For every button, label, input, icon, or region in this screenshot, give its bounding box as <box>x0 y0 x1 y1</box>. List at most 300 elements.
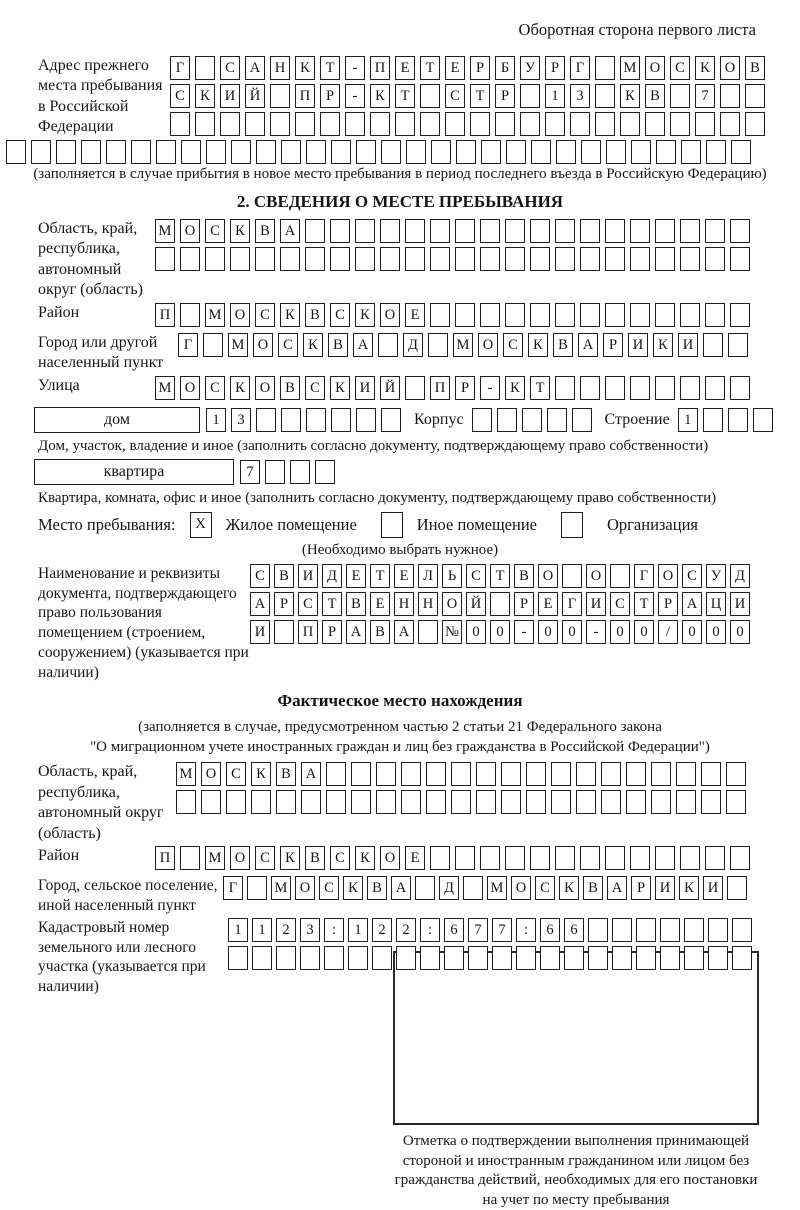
char-box[interactable] <box>660 918 680 942</box>
char-box[interactable] <box>601 790 621 814</box>
char-box[interactable] <box>610 564 630 588</box>
char-box[interactable]: Г <box>178 333 198 357</box>
char-box[interactable]: С <box>330 303 350 327</box>
char-box[interactable]: 7 <box>695 84 715 108</box>
char-box[interactable]: А <box>250 592 270 616</box>
char-box[interactable]: Е <box>370 592 390 616</box>
char-box[interactable] <box>203 333 223 357</box>
char-box[interactable] <box>564 946 584 970</box>
char-box[interactable] <box>680 846 700 870</box>
char-box[interactable]: С <box>305 376 325 400</box>
char-box[interactable] <box>705 376 725 400</box>
char-box[interactable] <box>505 846 525 870</box>
char-box[interactable] <box>444 946 464 970</box>
char-box[interactable] <box>6 140 26 164</box>
char-box[interactable] <box>580 846 600 870</box>
char-box[interactable]: К <box>679 876 699 900</box>
char-box[interactable]: 1 <box>252 918 272 942</box>
char-box[interactable]: 3 <box>570 84 590 108</box>
char-box[interactable] <box>463 876 483 900</box>
char-box[interactable]: 0 <box>610 620 630 644</box>
char-box[interactable] <box>732 946 752 970</box>
char-box[interactable]: С <box>170 84 190 108</box>
char-box[interactable]: Е <box>445 56 465 80</box>
char-box[interactable] <box>295 112 315 136</box>
char-box[interactable] <box>651 790 671 814</box>
char-box[interactable] <box>745 84 765 108</box>
char-box[interactable]: Р <box>322 620 342 644</box>
char-box[interactable] <box>431 140 451 164</box>
char-box[interactable]: К <box>303 333 323 357</box>
char-box[interactable]: О <box>295 876 315 900</box>
char-box[interactable] <box>418 620 438 644</box>
char-box[interactable] <box>306 408 326 432</box>
char-box[interactable] <box>56 140 76 164</box>
char-box[interactable] <box>276 790 296 814</box>
char-box[interactable] <box>684 946 704 970</box>
char-box[interactable] <box>405 219 425 243</box>
char-box[interactable]: И <box>678 333 698 357</box>
char-box[interactable] <box>245 112 265 136</box>
char-box[interactable] <box>205 247 225 271</box>
char-box[interactable] <box>676 790 696 814</box>
char-box[interactable]: Т <box>395 84 415 108</box>
char-box[interactable] <box>670 84 690 108</box>
char-box[interactable] <box>705 219 725 243</box>
char-box[interactable] <box>526 790 546 814</box>
char-box[interactable] <box>630 219 650 243</box>
char-box[interactable]: 0 <box>730 620 750 644</box>
char-box[interactable]: О <box>586 564 606 588</box>
char-box[interactable]: Т <box>320 56 340 80</box>
char-box[interactable] <box>655 376 675 400</box>
char-box[interactable]: И <box>298 564 318 588</box>
char-box[interactable]: Г <box>570 56 590 80</box>
char-box[interactable]: С <box>319 876 339 900</box>
char-box[interactable] <box>455 303 475 327</box>
char-box[interactable]: О <box>478 333 498 357</box>
char-box[interactable] <box>595 112 615 136</box>
char-box[interactable] <box>472 408 492 432</box>
char-box[interactable] <box>380 247 400 271</box>
char-box[interactable]: В <box>274 564 294 588</box>
char-box[interactable]: Й <box>245 84 265 108</box>
char-box[interactable]: В <box>276 762 296 786</box>
char-box[interactable] <box>348 946 368 970</box>
char-box[interactable] <box>728 333 748 357</box>
char-box[interactable]: Т <box>420 56 440 80</box>
char-box[interactable]: Е <box>395 56 415 80</box>
char-box[interactable] <box>580 376 600 400</box>
char-box[interactable] <box>505 219 525 243</box>
char-box[interactable]: Й <box>380 376 400 400</box>
char-box[interactable] <box>730 219 750 243</box>
char-box[interactable]: 0 <box>466 620 486 644</box>
char-box[interactable]: Г <box>170 56 190 80</box>
char-box[interactable]: Б <box>495 56 515 80</box>
char-box[interactable] <box>588 946 608 970</box>
char-box[interactable]: П <box>298 620 318 644</box>
char-box[interactable] <box>380 219 400 243</box>
char-box[interactable] <box>480 846 500 870</box>
char-box[interactable] <box>706 140 726 164</box>
char-box[interactable] <box>708 918 728 942</box>
char-box[interactable] <box>306 140 326 164</box>
char-box[interactable] <box>572 408 592 432</box>
char-box[interactable] <box>501 762 521 786</box>
char-box[interactable]: К <box>251 762 271 786</box>
checkbox-other-premises[interactable] <box>381 512 403 538</box>
char-box[interactable]: 1 <box>678 408 698 432</box>
char-box[interactable] <box>580 247 600 271</box>
char-box[interactable] <box>415 876 435 900</box>
char-box[interactable] <box>281 408 301 432</box>
char-box[interactable] <box>520 112 540 136</box>
char-box[interactable]: С <box>330 846 350 870</box>
char-box[interactable]: 0 <box>634 620 654 644</box>
char-box[interactable] <box>495 112 515 136</box>
char-box[interactable]: 0 <box>562 620 582 644</box>
char-box[interactable]: Т <box>490 564 510 588</box>
char-box[interactable] <box>170 112 190 136</box>
char-box[interactable] <box>426 762 446 786</box>
char-box[interactable]: Р <box>274 592 294 616</box>
char-box[interactable] <box>730 303 750 327</box>
char-box[interactable] <box>556 140 576 164</box>
char-box[interactable]: М <box>620 56 640 80</box>
char-box[interactable] <box>480 247 500 271</box>
char-box[interactable]: О <box>442 592 462 616</box>
char-box[interactable] <box>480 219 500 243</box>
char-box[interactable]: С <box>278 333 298 357</box>
char-box[interactable] <box>276 946 296 970</box>
char-box[interactable] <box>670 112 690 136</box>
char-box[interactable] <box>630 247 650 271</box>
char-box[interactable] <box>451 790 471 814</box>
char-box[interactable] <box>405 247 425 271</box>
char-box[interactable]: К <box>280 303 300 327</box>
char-box[interactable]: И <box>220 84 240 108</box>
char-box[interactable] <box>247 876 267 900</box>
char-box[interactable]: С <box>670 56 690 80</box>
char-box[interactable]: 6 <box>564 918 584 942</box>
char-box[interactable]: К <box>370 84 390 108</box>
char-box[interactable] <box>505 247 525 271</box>
char-box[interactable] <box>270 112 290 136</box>
char-box[interactable]: О <box>180 219 200 243</box>
char-box[interactable] <box>605 376 625 400</box>
char-box[interactable]: Т <box>322 592 342 616</box>
char-box[interactable] <box>681 140 701 164</box>
char-box[interactable]: : <box>324 918 344 942</box>
char-box[interactable] <box>181 140 201 164</box>
char-box[interactable] <box>430 247 450 271</box>
char-box[interactable] <box>555 219 575 243</box>
char-box[interactable] <box>705 247 725 271</box>
char-box[interactable]: 1 <box>348 918 368 942</box>
char-box[interactable] <box>626 790 646 814</box>
char-box[interactable]: К <box>355 303 375 327</box>
char-box[interactable]: С <box>503 333 523 357</box>
char-box[interactable]: А <box>391 876 411 900</box>
char-box[interactable] <box>372 946 392 970</box>
char-box[interactable] <box>620 112 640 136</box>
char-box[interactable] <box>680 376 700 400</box>
char-box[interactable] <box>612 918 632 942</box>
char-box[interactable] <box>655 219 675 243</box>
char-box[interactable]: А <box>578 333 598 357</box>
char-box[interactable]: 3 <box>231 408 251 432</box>
char-box[interactable] <box>376 762 396 786</box>
char-box[interactable] <box>301 790 321 814</box>
char-box[interactable] <box>176 790 196 814</box>
char-box[interactable] <box>555 247 575 271</box>
char-box[interactable] <box>428 333 448 357</box>
char-box[interactable] <box>180 247 200 271</box>
char-box[interactable]: С <box>682 564 702 588</box>
char-box[interactable] <box>701 762 721 786</box>
char-box[interactable] <box>31 140 51 164</box>
char-box[interactable]: С <box>205 376 225 400</box>
char-box[interactable]: С <box>255 303 275 327</box>
char-box[interactable] <box>490 592 510 616</box>
char-box[interactable] <box>265 460 285 484</box>
char-box[interactable] <box>351 790 371 814</box>
char-box[interactable] <box>630 303 650 327</box>
char-box[interactable] <box>606 140 626 164</box>
char-box[interactable] <box>497 408 517 432</box>
char-box[interactable]: В <box>255 219 275 243</box>
char-box[interactable]: М <box>205 846 225 870</box>
char-box[interactable]: Ь <box>442 564 462 588</box>
char-box[interactable] <box>426 790 446 814</box>
char-box[interactable] <box>753 408 773 432</box>
char-box[interactable]: В <box>645 84 665 108</box>
char-box[interactable] <box>206 140 226 164</box>
char-box[interactable]: С <box>298 592 318 616</box>
char-box[interactable]: Д <box>403 333 423 357</box>
char-box[interactable] <box>727 876 747 900</box>
char-box[interactable]: М <box>205 303 225 327</box>
char-box[interactable]: С <box>250 564 270 588</box>
char-box[interactable]: М <box>176 762 196 786</box>
char-box[interactable]: В <box>346 592 366 616</box>
char-box[interactable]: С <box>226 762 246 786</box>
char-box[interactable]: К <box>695 56 715 80</box>
char-box[interactable]: А <box>280 219 300 243</box>
char-box[interactable] <box>530 303 550 327</box>
char-box[interactable] <box>745 112 765 136</box>
char-box[interactable]: С <box>610 592 630 616</box>
char-box[interactable]: П <box>370 56 390 80</box>
char-box[interactable]: 0 <box>490 620 510 644</box>
char-box[interactable]: А <box>346 620 366 644</box>
char-box[interactable] <box>530 247 550 271</box>
char-box[interactable] <box>522 408 542 432</box>
char-box[interactable] <box>605 846 625 870</box>
char-box[interactable]: В <box>280 376 300 400</box>
char-box[interactable]: Р <box>320 84 340 108</box>
char-box[interactable]: С <box>535 876 555 900</box>
char-box[interactable]: 7 <box>240 460 260 484</box>
char-box[interactable]: К <box>343 876 363 900</box>
char-box[interactable] <box>720 84 740 108</box>
char-box[interactable]: 1 <box>545 84 565 108</box>
char-box[interactable]: 0 <box>682 620 702 644</box>
char-box[interactable] <box>601 762 621 786</box>
char-box[interactable]: К <box>195 84 215 108</box>
char-box[interactable] <box>730 376 750 400</box>
char-box[interactable]: 6 <box>444 918 464 942</box>
char-box[interactable]: О <box>180 376 200 400</box>
char-box[interactable] <box>401 762 421 786</box>
char-box[interactable] <box>455 219 475 243</box>
char-box[interactable] <box>501 790 521 814</box>
char-box[interactable] <box>305 219 325 243</box>
char-box[interactable]: П <box>430 376 450 400</box>
char-box[interactable]: М <box>453 333 473 357</box>
char-box[interactable] <box>180 303 200 327</box>
char-box[interactable] <box>703 333 723 357</box>
char-box[interactable] <box>451 762 471 786</box>
char-box[interactable]: Р <box>603 333 623 357</box>
char-box[interactable]: М <box>155 219 175 243</box>
char-box[interactable] <box>331 408 351 432</box>
char-box[interactable]: О <box>658 564 678 588</box>
char-box[interactable]: Т <box>530 376 550 400</box>
char-box[interactable]: К <box>280 846 300 870</box>
char-box[interactable]: О <box>380 846 400 870</box>
char-box[interactable]: М <box>228 333 248 357</box>
char-box[interactable] <box>630 846 650 870</box>
char-box[interactable]: Е <box>538 592 558 616</box>
char-box[interactable]: Н <box>418 592 438 616</box>
char-box[interactable] <box>355 247 375 271</box>
char-box[interactable] <box>330 247 350 271</box>
char-box[interactable] <box>595 84 615 108</box>
char-box[interactable] <box>406 140 426 164</box>
char-box[interactable]: Р <box>514 592 534 616</box>
char-box[interactable] <box>516 946 536 970</box>
char-box[interactable]: К <box>330 376 350 400</box>
char-box[interactable] <box>480 303 500 327</box>
char-box[interactable]: К <box>620 84 640 108</box>
char-box[interactable]: И <box>628 333 648 357</box>
char-box[interactable]: В <box>328 333 348 357</box>
char-box[interactable]: 0 <box>706 620 726 644</box>
char-box[interactable]: У <box>706 564 726 588</box>
char-box[interactable]: С <box>220 56 240 80</box>
char-box[interactable]: С <box>445 84 465 108</box>
char-box[interactable] <box>155 247 175 271</box>
char-box[interactable]: - <box>514 620 534 644</box>
char-box[interactable] <box>703 408 723 432</box>
char-box[interactable] <box>605 303 625 327</box>
char-box[interactable] <box>220 112 240 136</box>
char-box[interactable] <box>468 946 488 970</box>
char-box[interactable] <box>612 946 632 970</box>
char-box[interactable] <box>576 790 596 814</box>
char-box[interactable] <box>726 762 746 786</box>
char-box[interactable] <box>455 247 475 271</box>
char-box[interactable] <box>376 790 396 814</box>
char-box[interactable]: Т <box>370 564 390 588</box>
char-box[interactable] <box>156 140 176 164</box>
char-box[interactable]: 7 <box>492 918 512 942</box>
char-box[interactable]: Л <box>418 564 438 588</box>
char-box[interactable] <box>531 140 551 164</box>
char-box[interactable] <box>530 219 550 243</box>
char-box[interactable]: О <box>230 303 250 327</box>
char-box[interactable]: Ц <box>706 592 726 616</box>
char-box[interactable] <box>580 219 600 243</box>
char-box[interactable]: 2 <box>372 918 392 942</box>
char-box[interactable] <box>255 247 275 271</box>
char-box[interactable]: 0 <box>538 620 558 644</box>
char-box[interactable]: Н <box>270 56 290 80</box>
char-box[interactable] <box>731 140 751 164</box>
char-box[interactable] <box>630 376 650 400</box>
char-box[interactable]: А <box>301 762 321 786</box>
char-box[interactable]: М <box>271 876 291 900</box>
char-box[interactable]: 1 <box>228 918 248 942</box>
char-box[interactable] <box>231 140 251 164</box>
char-box[interactable]: Е <box>394 564 414 588</box>
char-box[interactable] <box>252 946 272 970</box>
char-box[interactable]: Г <box>223 876 243 900</box>
char-box[interactable] <box>676 762 696 786</box>
char-box[interactable] <box>270 84 290 108</box>
char-box[interactable] <box>636 918 656 942</box>
char-box[interactable]: 2 <box>276 918 296 942</box>
char-box[interactable]: О <box>253 333 273 357</box>
char-box[interactable]: К <box>528 333 548 357</box>
char-box[interactable] <box>481 140 501 164</box>
char-box[interactable] <box>355 219 375 243</box>
char-box[interactable]: : <box>516 918 536 942</box>
char-box[interactable] <box>728 408 748 432</box>
char-box[interactable]: Р <box>495 84 515 108</box>
char-box[interactable] <box>520 84 540 108</box>
char-box[interactable] <box>281 140 301 164</box>
char-box[interactable] <box>730 247 750 271</box>
char-box[interactable] <box>506 140 526 164</box>
char-box[interactable] <box>551 790 571 814</box>
char-box[interactable]: И <box>655 876 675 900</box>
char-box[interactable]: М <box>155 376 175 400</box>
char-box[interactable]: / <box>658 620 678 644</box>
char-box[interactable] <box>131 140 151 164</box>
char-box[interactable]: О <box>230 846 250 870</box>
char-box[interactable] <box>631 140 651 164</box>
char-box[interactable] <box>684 918 704 942</box>
char-box[interactable] <box>655 247 675 271</box>
char-box[interactable] <box>555 846 575 870</box>
char-box[interactable]: В <box>305 846 325 870</box>
char-box[interactable]: Р <box>631 876 651 900</box>
char-box[interactable]: О <box>255 376 275 400</box>
char-box[interactable] <box>651 762 671 786</box>
char-box[interactable] <box>356 140 376 164</box>
char-box[interactable]: В <box>370 620 390 644</box>
char-box[interactable] <box>315 460 335 484</box>
char-box[interactable]: К <box>295 56 315 80</box>
char-box[interactable] <box>656 140 676 164</box>
char-box[interactable]: Р <box>470 56 490 80</box>
char-box[interactable] <box>420 84 440 108</box>
char-box[interactable]: Е <box>346 564 366 588</box>
char-box[interactable] <box>330 219 350 243</box>
